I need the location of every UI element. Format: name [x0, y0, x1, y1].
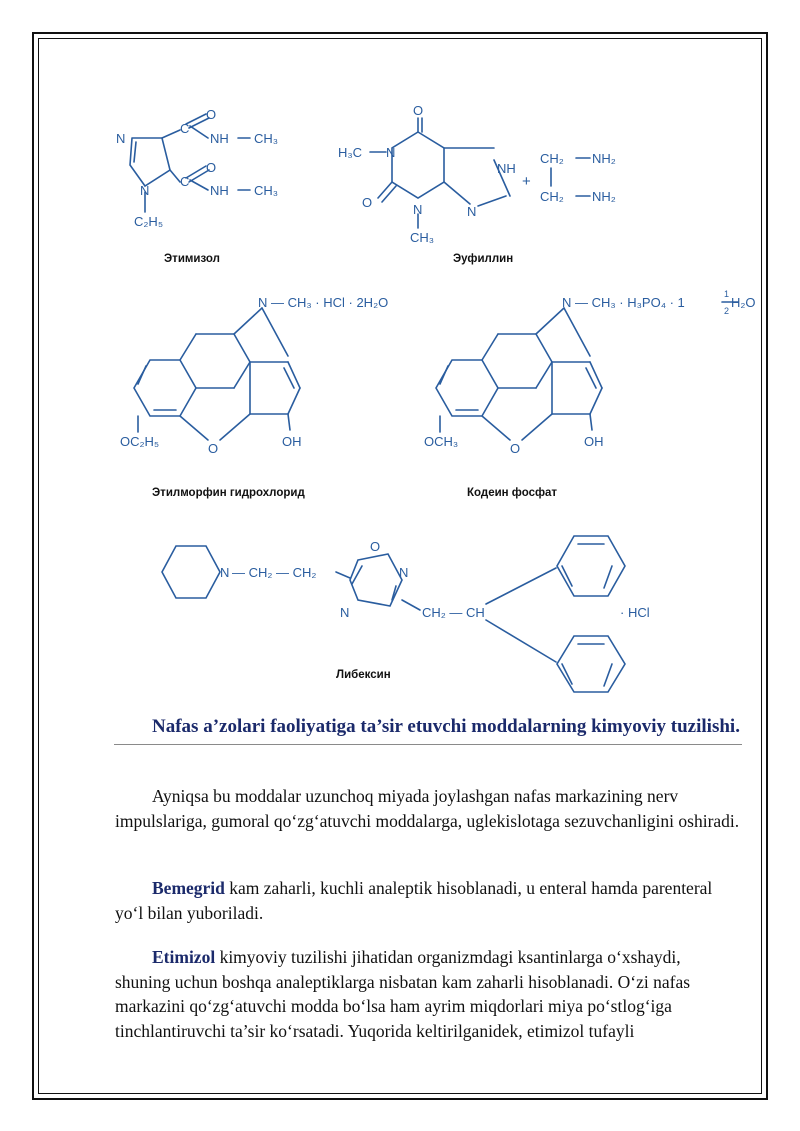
- etimizol-c-label: C: [180, 121, 190, 136]
- libeksin-n-label: N: [340, 605, 350, 620]
- paragraph-text: kimyoviy tuzilishi jihatidan organizmdagi ksantinlarga o‘xshaydi, shuning uchun boshqa analeptiklarga nisbatan kam zaharli hisoblanadi. O‘zi nafas markazini qo‘zg‘atuvchi modda bo‘lsa ham ayrim miqdorlari miya po‘stlog‘iga tinchlantiruvchi ta’sir ko‘rsatadi. Yuqorida keltirilganidek, etimizol tufayli: [115, 947, 691, 1041]
- etilmorfin-structure: [134, 308, 300, 440]
- term-etimizol: Etimizol: [152, 947, 216, 967]
- etilmorfin-oh-label: OH: [282, 434, 302, 449]
- etilmorfin-o-label: O: [208, 441, 219, 456]
- eufillin-name: Эуфиллин: [453, 253, 514, 265]
- paragraph-text: Ayniqsa bu moddalar uzunchoq miyada joylashgan nafas markazining nerv impulslariga, gumoral qo‘zg‘atuvchi moddalarga, uglekislotaga sezuvchanligini oshiradi.: [115, 786, 740, 831]
- etimizol-n-ring-label: N: [140, 183, 150, 198]
- kodein-structure: [436, 302, 738, 440]
- figure-caption: Nafas a’zolari faoliyatiga ta’sir etuvchi moddalarning kimyoviy tuzilishi.: [152, 716, 740, 737]
- eufillin-ch2-label: CH₂: [540, 189, 564, 204]
- etimizol-ch3-label: CH₃: [254, 131, 279, 146]
- kodein-fraction-denominator: 2: [724, 306, 730, 316]
- eufillin-nh2-label: NH₂: [592, 151, 616, 166]
- paragraph-text: kam zaharli, kuchli analeptik hisoblanadi, u enteral hamda parenteral yo‘l bilan yuboriladi.: [115, 878, 713, 923]
- kodein-oh-label: OH: [584, 434, 604, 449]
- kodein-h2o-label: H₂O: [731, 295, 756, 310]
- eufillin-o-label: O: [413, 103, 424, 118]
- eufillin-n-label: N: [467, 204, 477, 219]
- etimizol-nh-label: NH: [210, 183, 229, 198]
- kodein-o-label: O: [510, 441, 521, 456]
- etimizol-nh-label: NH: [210, 131, 229, 146]
- eufillin-ch2-label: CH₂: [540, 151, 564, 166]
- etimizol-name: Этимизол: [164, 253, 220, 265]
- paragraph: [115, 784, 740, 833]
- etimizol-o-label: O: [206, 107, 217, 122]
- etilmorfin-name: Этилморфин гидрохлорид: [152, 487, 305, 499]
- etimizol-c2h5-label: C₂H₅: [134, 214, 164, 229]
- libeksin-ch2-ch-label: CH₂ — CH: [422, 605, 485, 620]
- etimizol-o-label: O: [206, 160, 217, 175]
- etilmorfin-oc2h5-label: OC₂H₅: [120, 434, 160, 449]
- eufillin-nh2-label: NH₂: [592, 189, 616, 204]
- libeksin-chain-label: — CH₂ — CH₂: [232, 565, 317, 580]
- caption-divider: [114, 744, 742, 745]
- eufillin-nh-label: NH: [497, 161, 516, 176]
- kodein-och3-label: OCH₃: [424, 434, 459, 449]
- eufillin-o-label: O: [362, 195, 373, 210]
- etimizol-n-ring-label: N: [116, 131, 126, 146]
- libeksin-o-label: O: [370, 539, 381, 554]
- etimizol-c-label: C: [180, 174, 190, 189]
- etilmorfin-n-salt-label: N — CH₃ · HCl · 2H₂O: [258, 295, 389, 310]
- eufillin-plus-sign: +: [522, 173, 531, 190]
- kodein-n-salt-label: N — CH₃ · H₃PO₄ · 1: [562, 295, 685, 310]
- paragraph: [115, 876, 740, 925]
- eufillin-structure: [370, 118, 590, 228]
- eufillin-n-label: N: [386, 145, 396, 160]
- kodein-fraction-numerator: 1: [724, 289, 730, 299]
- etimizol-ch3-label: CH₃: [254, 183, 279, 198]
- libeksin-name: Либексин: [336, 669, 391, 681]
- libeksin-n-label: N: [399, 565, 409, 580]
- eufillin-n-label: N: [413, 202, 423, 217]
- eufillin-ch3-label: CH₃: [410, 230, 435, 245]
- libeksin-n-label: N: [220, 565, 230, 580]
- eufillin-h3c-label: H₃C: [338, 145, 363, 160]
- libeksin-structure: [162, 536, 625, 692]
- paragraph: [115, 945, 740, 1043]
- term-bemegrid: Bemegrid: [152, 878, 225, 898]
- libeksin-hcl-label: · HCl: [620, 605, 650, 620]
- kodein-name: Кодеин фосфат: [467, 487, 558, 499]
